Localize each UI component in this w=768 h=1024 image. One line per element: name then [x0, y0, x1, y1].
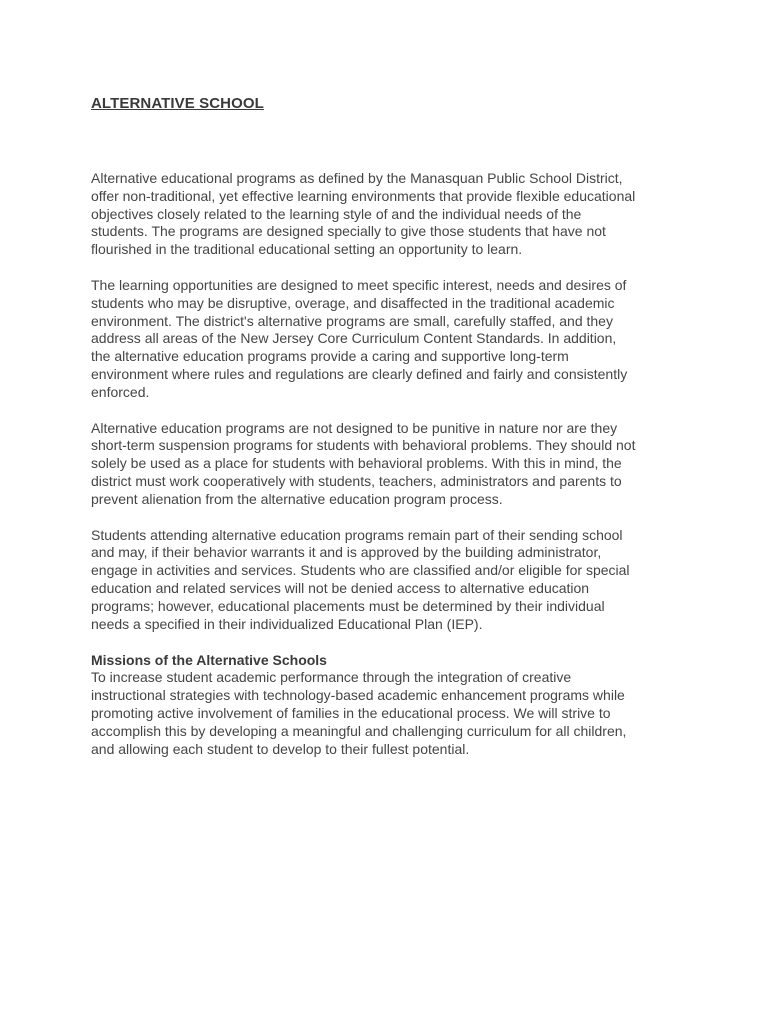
text-line: students. The programs are designed specially to give those students that have not: [91, 223, 606, 240]
text-line: To increase student academic performance through the integration of creative: [91, 669, 572, 686]
text-line: short-term suspension programs for students with behavioral problems. They should not: [91, 437, 636, 454]
text-line: flourished in the traditional educational setting an opportunity to learn.: [91, 241, 523, 258]
text-line: instructional strategies with technology-based academic enhancement programs while: [91, 687, 625, 704]
text-line: programs; however, educational placements must be determined by their individual: [91, 597, 605, 614]
text-line: Students attending alternative education programs remain part of their sending school: [91, 526, 623, 543]
text-line: enforced.: [91, 383, 150, 400]
text-line: the alternative education programs provide a caring and supportive long-term: [91, 348, 569, 365]
text-line: engage in activities and services. Students who are classified and/or eligible for special: [91, 562, 630, 579]
text-line: and allowing each student to develop to their fullest potential.: [91, 740, 470, 757]
text-line: accomplish this by developing a meaningful and challenging curriculum for all children,: [91, 722, 627, 739]
text-line: education and related services will not be denied access to alternative education: [91, 579, 590, 596]
paragraph-learning-opportunities: [91, 277, 691, 402]
text-line: needs a specified in their individualized Educational Plan (IEP).: [91, 615, 483, 632]
text-line: offer non-traditional, yet effective learning environments that provide flexible educational: [91, 187, 636, 204]
text-line: objectives closely related to the learning style of and the individual needs of the: [91, 205, 582, 222]
text-line: district must work cooperatively with students, teachers, administrators and parents to: [91, 472, 622, 489]
text-line: and may, if their behavior warrants it and is approved by the building administrator,: [91, 544, 602, 561]
text-line: Alternative education programs are not designed to be punitive in nature nor are they: [91, 419, 618, 436]
document-title: ALTERNATIVE SCHOOL: [91, 95, 264, 112]
text-line: students who may be disruptive, overage, and disaffected in the traditional academic: [91, 294, 615, 311]
paragraph-sending-school: [91, 527, 691, 634]
paragraph-definition: [91, 170, 691, 259]
text-line: prevent alienation from the alternative education program process.: [91, 490, 503, 507]
text-line: promoting active involvement of families in the educational process. We will strive to: [91, 704, 611, 721]
paragraph-not-punitive: [91, 420, 691, 509]
text-line: Alternative educational programs as defined by the Manasquan Public School District,: [91, 170, 623, 186]
paragraph-missions: [91, 669, 691, 758]
text-line: environment. The district's alternative programs are small, carefully staffed, and they: [91, 312, 613, 329]
text-line: The learning opportunities are designed to meet specific interest, needs and desires of: [91, 276, 627, 293]
document-page: [91, 94, 691, 758]
text-line: environment where rules and regulations are clearly defined and fairly and consistently: [91, 365, 628, 382]
missions-heading: Missions of the Alternative Schools: [91, 652, 327, 669]
text-line: address all areas of the New Jersey Core Curriculum Content Standards. In addition,: [91, 330, 617, 347]
text-line: solely be used as a place for students with behavioral problems. With this in mind, the: [91, 455, 622, 472]
